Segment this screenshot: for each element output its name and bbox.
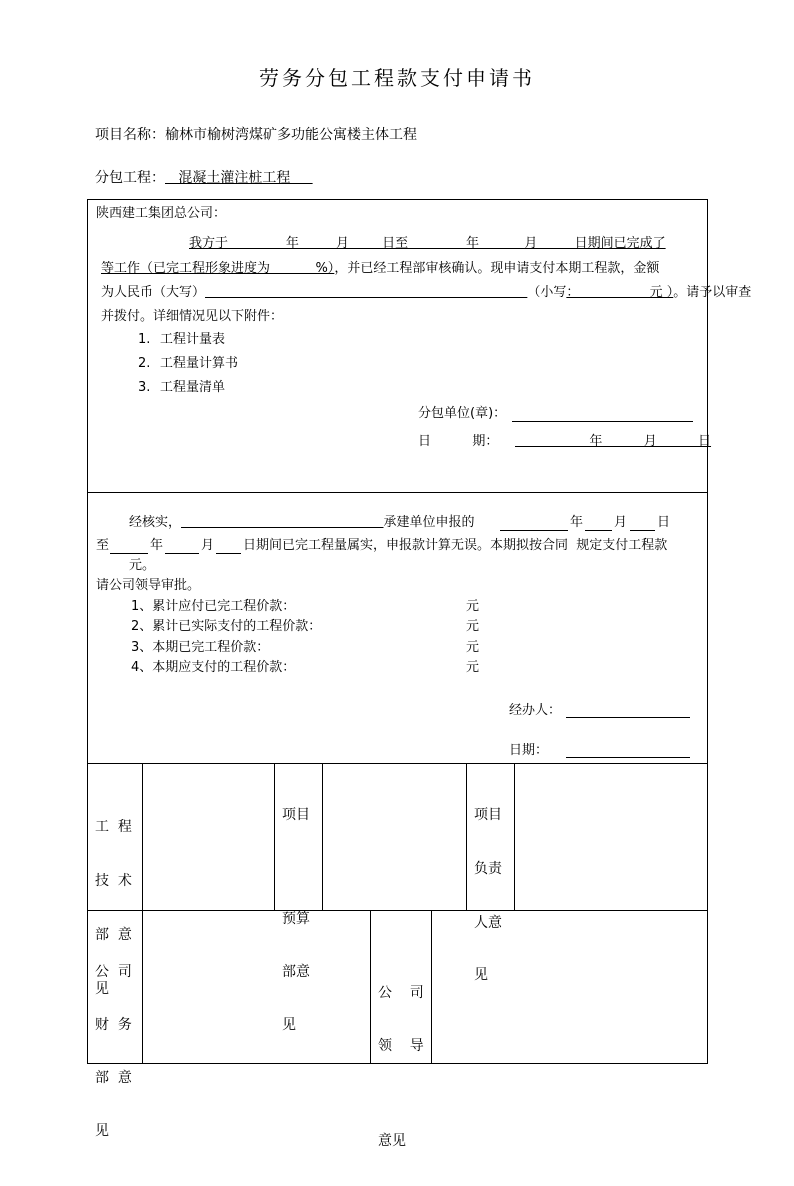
attachment-text: 工程量计算书 — [160, 356, 239, 371]
handler-label: 经办人： — [509, 703, 562, 718]
eng-tech-dept-label: 工 程 技 术 部 意 见 — [95, 819, 132, 997]
application-date-value: 年 月 日 — [515, 434, 712, 449]
period-line — [189, 236, 666, 252]
project-manager-opinion-cell[interactable] — [515, 764, 707, 910]
price-item-label: 3、本期已完工程价款： — [131, 640, 270, 655]
sub-unit-signature-line[interactable] — [512, 421, 693, 422]
verify-intro: 经核实， — [129, 515, 182, 530]
project-manager-label: 项目 负责 人意 见 — [474, 807, 502, 983]
amount-capital-blank — [205, 285, 527, 300]
amount-small-label: （小写 — [527, 285, 567, 300]
project-name-row — [95, 127, 417, 143]
attachments-intro: 并拨付。详细情况见以下附件： — [101, 309, 284, 324]
verify-unit-label: 承建单位申报的 — [383, 515, 475, 530]
subcontract-value: 混凝土灌注桩工程 — [165, 170, 313, 186]
finance-dept-label: 公 司 财 务 部 意 见 — [95, 964, 132, 1139]
price-item-label: 4、本期应支付的工程价款： — [131, 660, 296, 675]
amount-small-blank: ： 元 ） — [566, 285, 674, 300]
verify-yuan: 元。 — [129, 558, 156, 573]
project-name-value: 榆林市榆树湾煤矿多功能公寓楼主体工程 — [165, 127, 417, 143]
progress-line — [101, 261, 659, 277]
budget-opinion-cell[interactable] — [323, 764, 466, 910]
verify-to-label: 至 — [96, 538, 110, 553]
verify-date-line[interactable] — [566, 757, 690, 758]
attachment-item — [138, 380, 226, 396]
sub-unit-label: 分包单位(章)： — [418, 406, 507, 421]
attachment-item — [138, 356, 239, 372]
verify-statement: 日期间已完工程量属实，申报款计算无误。本期拟按合同 规定支付工程款 — [243, 538, 668, 553]
company-leader-opinion-cell[interactable] — [432, 911, 707, 1063]
verify-month2-label: 月 — [201, 538, 215, 553]
price-item-unit: 元 — [466, 640, 480, 655]
progress-rest: ，并已经工程部审核确认。现申请支付本期工程款，金额 — [334, 261, 660, 276]
verify-year2-label: 年 — [150, 538, 164, 553]
amount-request: 。请予以审查 — [673, 285, 752, 300]
verify-month-label: 月 — [614, 515, 628, 530]
approval-request: 请公司领导审批。 — [96, 578, 201, 593]
application-date-label: 日 期： — [418, 434, 499, 449]
progress-text: 等工作（已完工程形象进度为 %） — [101, 261, 335, 276]
handler-signature-line[interactable] — [566, 717, 690, 718]
attachment-num: 2. — [138, 356, 151, 371]
company-leader-label: 公 司 领 导 意见 — [378, 985, 424, 1149]
document-title: 劳务分包工程款支付申请书 — [259, 66, 535, 90]
period-text: 我方于 年 月 日至 年 月 日期间已完成了 — [189, 236, 666, 251]
verify-day-label: 日 — [657, 515, 671, 530]
price-item-unit: 元 — [466, 660, 480, 675]
amount-line — [101, 285, 751, 301]
price-item-label: 1、累计应付已完工程价款： — [131, 599, 296, 614]
amount-capital-label: 为人民币（大写） — [101, 285, 206, 300]
attachment-num: 1. — [138, 332, 151, 347]
project-name-label: 项目名称： — [95, 127, 165, 143]
verify-date-label: 日期： — [509, 743, 549, 758]
subcontract-row — [95, 170, 313, 186]
price-item-unit: 元 — [466, 599, 480, 614]
finance-opinion-cell[interactable] — [143, 911, 370, 1063]
price-item-label: 2、累计已实际支付的工程价款： — [131, 619, 322, 634]
eng-tech-opinion-cell[interactable] — [143, 764, 274, 910]
attachment-text: 工程量清单 — [160, 380, 226, 395]
attachment-text: 工程计量表 — [160, 332, 226, 347]
verify-line1 — [129, 515, 475, 531]
price-item-unit: 元 — [466, 619, 480, 634]
verify-year-label: 年 — [570, 515, 584, 530]
verify-unit-blank — [181, 515, 383, 530]
attachment-item — [138, 332, 226, 348]
attachment-num: 3. — [138, 380, 151, 395]
budget-dept-label: 项目 预算 部意 见 — [282, 807, 310, 1033]
subcontract-label: 分包工程： — [95, 170, 165, 186]
addressee: 陕西建工集团总公司： — [96, 206, 227, 221]
